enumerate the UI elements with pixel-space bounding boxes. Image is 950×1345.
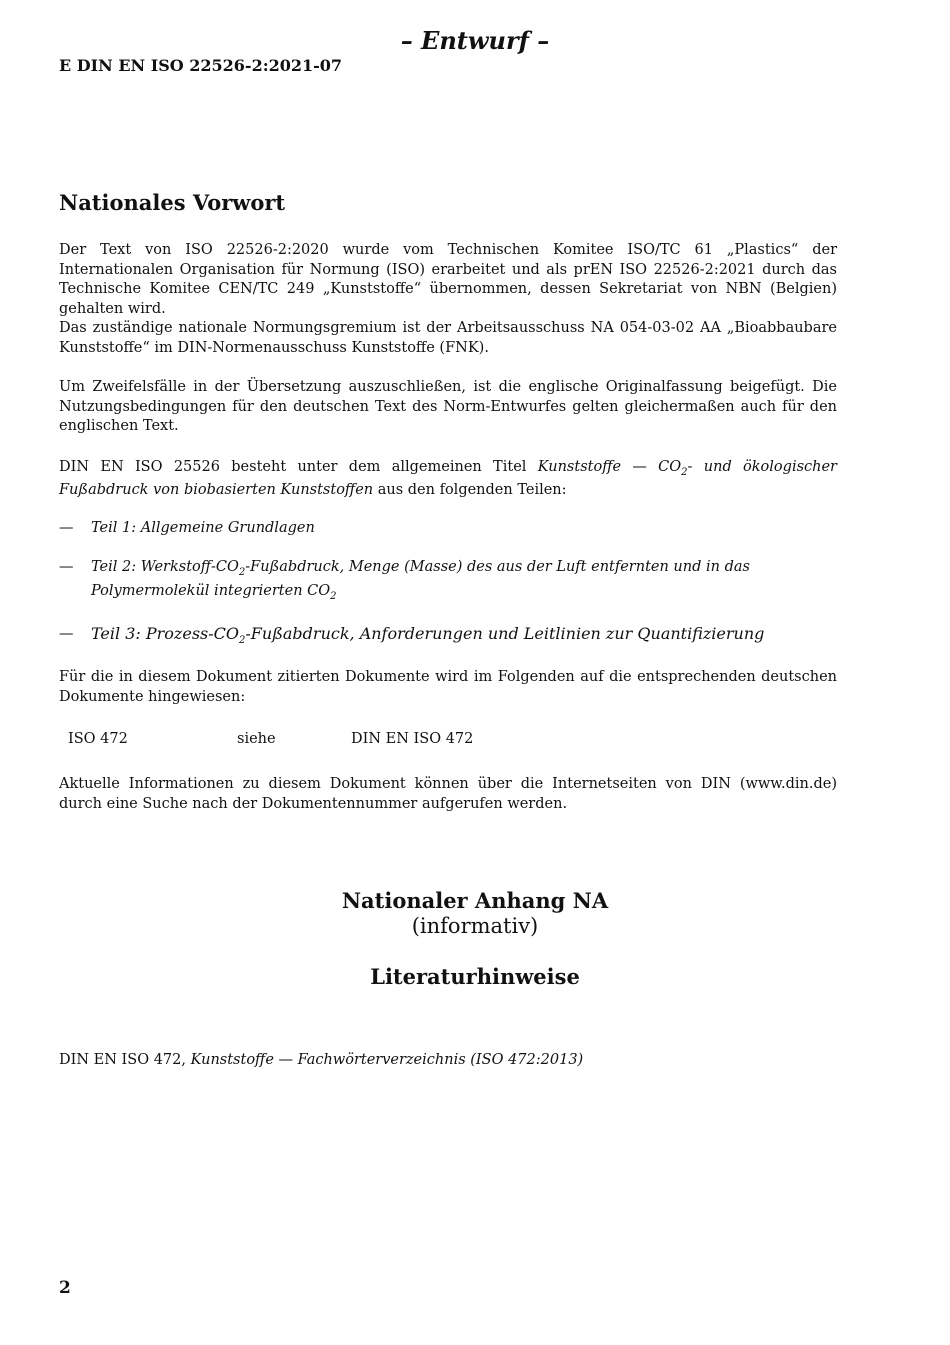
paragraph-2: Das zuständige nationale Normungsgremium ist der Arbeitsausschuss NA 054-03-02 AA „Bioabbaubare Kunststoffe“ im DIN-Normenausschuss Kunststoffe (FNK). <box>59 320 837 356</box>
ref-din: DIN EN ISO 472 <box>351 731 474 747</box>
document-id: E DIN EN ISO 22526-2:2021-07 <box>59 56 343 75</box>
paragraph-5: Für die in diesem Dokument zitierten Dokumente wird im Folgenden auf die entsprechenden deutschen Dokumente hingewiesen: <box>59 669 837 705</box>
list-item-text: Teil 3: Prozess-$CO_2$-Fußabdruck, Anforderungen und Leitlinien zur Quantifizierung <box>91 624 765 647</box>
list-item-part-2 <box>59 555 837 603</box>
list-dash: — <box>59 559 74 575</box>
list-item-part-1 <box>59 516 837 540</box>
page-number: 2 <box>59 1278 71 1298</box>
ref-iso: ISO 472 <box>68 731 128 747</box>
paragraph-1: Der Text von ISO 22526-2:2020 wurde vom Technischen Komitee ISO/TC 61 „Plastics“ der Internationalen Organisation für Normung (ISO) erarbeitet und als prEN ISO 22526-2:2021 durch das Technische Komitee CEN/TC 249 „Kunststoffe“ übernommen, dessen Sekretariat von NBN (Belgien) gehalten wird. <box>59 242 837 317</box>
list-item-text: Teil 2: Werkstoff-$CO_2$-Fußabdruck, Menge (Masse) des aus der Luft entfernten und in das Polymermolekül integrierten $CO_2$ <box>91 559 750 602</box>
paragraph-6: Aktuelle Informationen zu diesem Dokument können über die Internetseiten von DIN (www.din.de) durch eine Suche nach der Dokumentennummer aufgerufen werden. <box>59 776 837 812</box>
list-dash: — <box>59 626 74 642</box>
paragraph-3: Um Zweifelsfälle in der Übersetzung auszuschließen, ist die englische Originalfassung beigefügt. Die Nutzungsbedingungen für den deutschen Text des Norm-Entwurfes gelten gleichermaßen auch für den englischen Text. <box>59 379 837 434</box>
list-dash: — <box>59 520 74 536</box>
section-title-vorwort: Nationales Vorwort <box>59 190 286 215</box>
list-item-part-3 <box>59 622 837 646</box>
literature-entry: DIN EN ISO 472, Kunststoffe — Fachwörterverzeichnis (ISO 472:2013) <box>59 1052 584 1068</box>
paragraph-4-title: Kunststoffe — $CO_2-$ und ökologischer Fußabdruck von biobasierten Kunststoffen <box>59 459 837 498</box>
ref-see: siehe <box>237 731 276 747</box>
literature-title: Literaturhinweise <box>370 964 580 989</box>
paragraph-4-end: aus den folgenden Teilen: <box>373 482 567 498</box>
draft-mark: – Entwurf – <box>400 26 550 55</box>
annex-title: Nationaler Anhang NA <box>341 888 609 913</box>
paragraph-4 <box>59 456 837 502</box>
list-item-text: Teil 1: Allgemeine Grundlagen <box>91 520 315 536</box>
annex-subtitle: (informativ) <box>411 914 539 938</box>
paragraph-4-start: DIN EN ISO 25526 besteht unter dem allgemeinen Titel <box>59 459 538 475</box>
